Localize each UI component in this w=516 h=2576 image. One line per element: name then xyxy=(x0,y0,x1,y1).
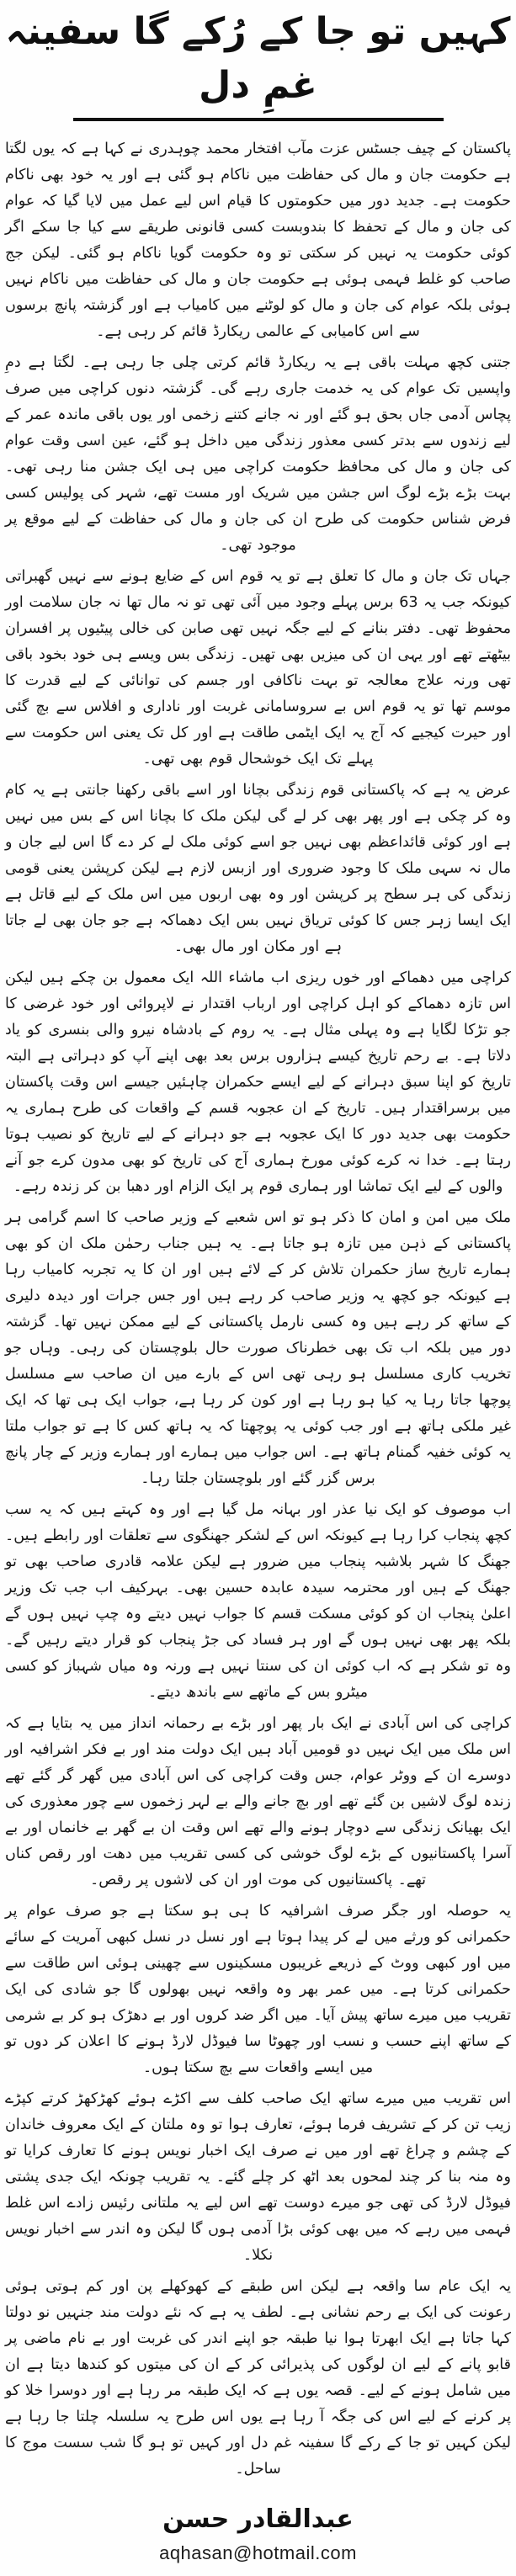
article-paragraph: اس تقریب میں میرے ساتھ ایک صاحب کلف سے اکڑے ہوئے کھڑکھڑ کرتے کپڑے زیب تن کر کے تشریف فرما ہوئے، تعارف ہوا تو وہ ملتان کے ایک معروف خاندان کے چشم و چراغ تھے اور میں نے صرف ایک اخبار نویس ہونے کا تعارف کرایا تو وہ منہ بنا کر چند لمحوں بعد اٹھ کر چلے گئے۔ یہ تقریب چونکہ ایک جدی پشتی فیوڈل لارڈ کی تھی جو میرے دوست تھے اس لیے یہ ملتانی رئیس زادے اس غلط فہمی میں رہے کہ میں بھی کوئی بڑا آدمی ہوں گا لیکن وہ اندر سے اخبار نویس نکلا۔ xyxy=(5,2090,511,2264)
author-signature: عبدالقادر حسن xyxy=(162,2504,354,2534)
article-paragraph: جتنی کچھ مہلت باقی ہے یہ ریکارڈ قائم کرتی چلی جا رہی ہے۔ لگتا ہے دمِ واپسیں تک عوام کی یہ خدمت جاری رہے گی۔ گزشتہ دنوں کراچی میں صرف پچاس آدمی جاں بحق ہو گئے اور نہ جانے کتنے زخمی اور یوں باقی ماندہ عمر کے لیے زندوں سے بدتر کسی معذور زندگی میں داخل ہو گئے، عین اسی وقت عوام کی جان و مال کی محافظ حکومت کراچی میں ہی ایک جشن منا رہی تھی۔ بہت بڑے بڑے لوگ اس جشن میں شریک اور مست تھے، شہر کی پولیس کسی فرض شناس حکومت کی طرح ان کی جان و مال کی حفاظت کے لیے موقع پر موجود تھی۔ xyxy=(5,353,511,554)
article-paragraph: کراچی کی اس آبادی نے ایک بار پھر اور بڑے بے رحمانہ انداز میں یہ بتایا ہے کہ اس ملک میں ایک نہیں دو قومیں آباد ہیں ایک دولت مند اور بے فکر اشرافیہ اور دوسرے ان کے ووٹر عوام، جس وقت کراچی کی اس آبادی میں گھر گر گئے تھے زندہ لوگ لاشیں بن گئے تھے اور بچ جانے والے بے لہر زخموں سے چور معذوری کی ایک بھیانک زندگی سے دوچار ہونے والے تھے اس وقت ان بے گھر بے خانماں اور بے آسرا پاکستانیوں کے بڑے لوگ خوشی کی کسی تقریب میں دھت اور رقص کناں تھے۔ پاکستانیوں کی موت اور ان کی لاشوں پر رقص۔ xyxy=(5,1714,511,1888)
article-paragraph: یہ حوصلہ اور جگر صرف اشرافیہ کا ہی ہو سکتا ہے جو صرف عوام پر حکمرانی کو ورثے میں لے کر پیدا ہوتا ہے اور نسل در نسل کبھی آمریت کے سائے میں اور کبھی ووٹ کے ذریعے غریبوں مسکینوں سے چھینی ہوئی اس طاقت سے حکمرانی کرتا ہے۔ میں عمر بھر وہ واقعہ نہیں بھولوں گا جو شادی کی ایک تقریب میں میرے ساتھ پیش آیا۔ میں اگر ضد کروں اور بے دھڑک ہو کر بے شرمی کے ساتھ اپنے حسب و نسب اور چھوٹا سا فیوڈل لارڈ ہونے کا اعلان کر دوں تو میں ایسے واقعات سے بچ سکتا ہوں۔ xyxy=(5,1902,511,2076)
article-title: کہیں تو جا کے رُکے گا سفینہ غمِ دل xyxy=(5,10,511,107)
article-paragraph: ملک میں امن و امان کا ذکر ہو تو اس شعبے کے وزیر صاحب کا اسم گرامی ہر پاکستانی کے ذہن میں تازہ ہو جاتا ہے۔ یہ ہیں جناب رحمٰن ملک ان کو بھی ہمارے تاریخ ساز حکمران تلاش کر کے لائے ہیں اور ان کا یہ تجربہ کامیاب رہا ہے کیونکہ جو کچھ یہ وزیر صاحب کر رہے ہیں اور جس جرات اور دیدہ دلیری کے ساتھ کر رہے ہیں وہ کسی نارمل پاکستانی کے لیے ممکن نہیں تھا۔ گزشتہ دور میں بلکہ اب تک بھی خطرناک صورت حال بلوچستان کی رہی۔ وہاں جو تخریب کاری مسلسل ہو رہی تھی اس کے بارے میں ان صاحب سے مسلسل پوچھا جاتا رہا یہ کیا ہو رہا ہے اور کون کر رہا ہے، جواب ایک ہی تھا کہ ایک غیر ملکی ہاتھ ہے اور جب کوئی یہ پوچھتا کہ یہ ہاتھ کس کا ہے تو جواب ملتا یہ کوئی خفیہ گمنام ہاتھ ہے۔ اس جواب میں ہمارے اور ہمارے وزیر کے چار پانچ برس گزر گئے اور بلوچستان جلتا رہا۔ xyxy=(5,1208,511,1487)
title-divider xyxy=(73,118,444,121)
author-email: aqhasan@hotmail.com xyxy=(159,2541,357,2563)
article-paragraph: جہاں تک جان و مال کا تعلق ہے تو یہ قوم اس کے ضایع ہونے سے نہیں گھبراتی کیونکہ جب یہ 63 برس پہلے وجود میں آئی تھی تو نہ مال تھا نہ جان سلامت اور محفوظ تھی۔ دفتر بنانے کے لیے جگہ نہیں تھی صابن کی خالی پیٹیوں پر افسران بیٹھتے تھے اور یہی ان کی میزیں بھی تھیں۔ زندگی بس ویسے ہی خود بخود باقی تھی ورنہ علاج معالجہ تو بہت ناکافی اور جسم کی توانائی کے لیے قدرت کا موسم تھا تو یہ قوم اس بے سروسامانی غربت اور ناداری و افلاس سے بچ گئی اور حیرت کیجیے کہ آج یہ ایک ایٹمی طاقت ہے اور کل تک یعنی اس حکومت سے پہلے تک ایک خوشحال قوم بھی تھی۔ xyxy=(5,567,511,767)
article-body xyxy=(2,136,514,2483)
article-paragraph: یہ ایک عام سا واقعہ ہے لیکن اس طبقے کے کھوکھلے پن اور کم ہوتی ہوئی رعونت کی ایک بے رحم نشانی ہے۔ لطف یہ ہے کہ نئے دولت مند جنہیں نو دولتا کہا جاتا ہے ایک ابھرتا ہوا نیا طبقہ جو اپنے اندر کی غربت اور بے نام ماضی پر قابو پانے کے لیے ان لوگوں کی پذیرائی کر کے ان کی میتوں کو کندھا دیتا ہے ان میں شامل ہونے کے لیے۔ قصہ یوں ہے کہ ایک طبقہ مر رہا ہے اور دوسرا خلا کو پر کرنے کے لیے اس کی جگہ آ رہا ہے یوں اس طرح یہ سلسلہ چلتا جا رہا ہے لیکن کہیں تو جا کے رکے گا سفینہ غم دل اور کہیں تو ہو گا شب سست موج کا ساحل۔ xyxy=(5,2277,511,2478)
article-header xyxy=(2,5,514,121)
article-paragraph: کراچی میں دھماکے اور خوں ریزی اب ماشاء اللہ ایک معمول بن چکے ہیں لیکن اس تازہ دھماکے کو اہل کراچی اور ارباب اقتدار نے لاپروائی اور خود غرضی کا جو تڑکا لگایا ہے وہ پہلی مثال ہے۔ یہ روم کے بادشاہ نیرو والی بنسری کو یاد دلاتا ہے۔ بے رحم تاریخ کیسے ہزاروں برس بعد بھی اپنے آپ کو دہراتی ہے البتہ تاریخ کو اپنا سبق دہرانے کے لیے ایسے حکمران چاہئیں جیسے اس وقت پاکستان میں برسراقتدار ہیں۔ تاریخ کے ان عجوبہ قسم کے واقعات کی طرح ہماری یہ حکومت بھی جدید دور کا ایک عجوبہ ہے جو دہرانے کے لیے تاریخ کو نصیب ہوتا رہتا ہے۔ خدا نہ کرے کوئی مورخ ہماری آج کی تاریخ کو بھی مدون کرے جو آنے والوں کے لیے ایک تماشا اور ہماری قوم پر ایک الزام اور دھبا بن کر زندہ رہے۔ xyxy=(5,969,511,1195)
article-paragraph: پاکستان کے چیف جسٹس عزت مآب افتخار محمد چوہدری نے کہا ہے کہ یوں لگتا ہے حکومت جان و مال کی حفاظت میں ناکام ہو گئی ہے اور یہ خود بھی ناکام حکومت ہے۔ جدید دور میں حکومتوں کا قیام اس لیے عمل میں لایا گیا کہ عوام کی جان و مال کے تحفظ کا بندوبست کسی قانونی طریقے سے کیا جا سکے اگر کوئی حکومت یہ نہیں کر سکتی تو وہ حکومت گویا ناکام ہو گئی۔ لیکن جج صاحب کو غلط فہمی ہوئی ہے حکومت جان و مال کی حفاظت میں ناکام نہیں ہوئی بلکہ عوام کی جان و مال کو لوٹنے میں کامیاب ہے اور گزشتہ پانچ برسوں سے اس کامیابی کے عالمی ریکارڈ قائم کر رہی ہے۔ xyxy=(5,140,511,340)
article-paragraph: اب موصوف کو ایک نیا عذر اور بہانہ مل گیا ہے اور وہ کہتے ہیں کہ یہ سب کچھ پنجاب کرا رہا ہے کیونکہ اس کے لشکر جھنگوی سے تعلقات اور رابطے ہیں۔ جھنگ کا شہر بلاشبہ پنجاب میں ضرور ہے لیکن علامہ قادری صاحب بھی تو جھنگ کے ہیں اور محترمہ سیدہ عابدہ حسین بھی۔ بہرکیف اب جب تک وزیر اعلیٰ پنجاب ان کو کوئی مسکت قسم کا جواب نہیں دیتے وہ چپ نہیں ہوں گے بلکہ پھر بھی نہیں ہوں گے اور ہر فساد کی جڑ پنجاب کو قرار دیتے رہیں گے۔ وہ تو شکر ہے کہ اب کوئی ان کی سنتا نہیں ہے ورنہ وہ میاں شہباز کو کسی میٹرو بس کے ماتھے سے باندھ دیتے۔ xyxy=(5,1500,511,1701)
article-paragraph: عرض یہ ہے کہ پاکستانی قوم زندگی بچانا اور اسے باقی رکھنا جانتی ہے یہ کام وہ کر چکی ہے اور پھر بھی کر لے گی لیکن ملک کا بچانا اس کے بس میں نہیں ہے اور کوئی قائداعظم بھی نہیں جو اسے کوئی ملک لے کر دے گا اس لیے جان و مال نہ سہی ملک کا وجود ضروری اور ازبس لازم ہے لیکن کرپشن یعنی قومی زندگی کی ہر سطح پر کرپشن اور وہ بھی اربوں میں اس ملک کے لیے قاتل ہے ایک ایسا زہر جس کا کوئی تریاق نہیں بس ایک دھماکہ ہے جو جان بھی لے جاتا ہے اور مکان اور مال بھی۔ xyxy=(5,781,511,955)
article-footer xyxy=(2,2504,514,2564)
